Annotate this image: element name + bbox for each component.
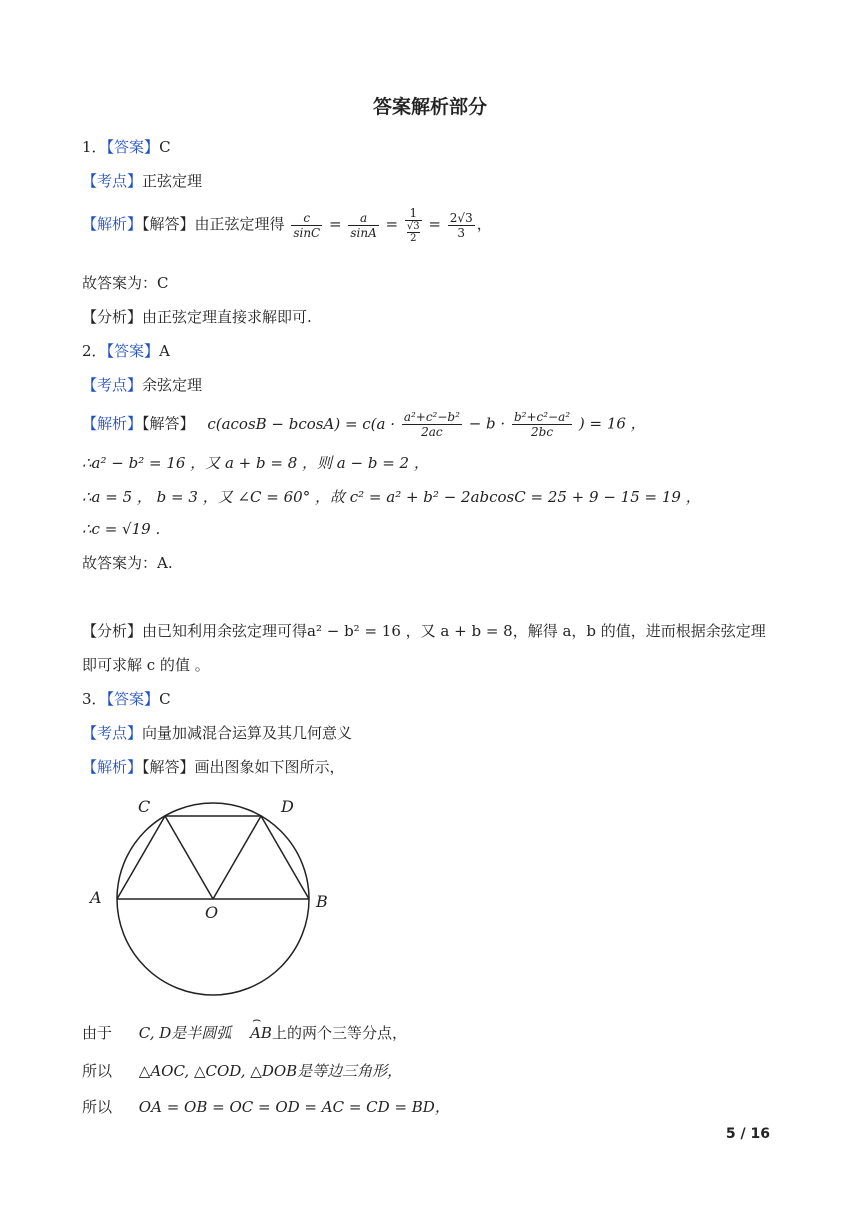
- q3-point-line: [82, 722, 352, 743]
- q2-number: 2．: [82, 342, 107, 360]
- label-a: A: [90, 888, 102, 907]
- q2-method-tag: 【分析】: [82, 622, 143, 640]
- q2-answer-line: [82, 340, 170, 361]
- q2-point: 余弦定理: [142, 376, 203, 394]
- q3-number: 3．: [82, 690, 107, 708]
- q3-point: 向量加减混合运算及其几何意义: [142, 724, 353, 742]
- q3-answer: C: [159, 690, 171, 708]
- label-b: B: [316, 892, 328, 911]
- q1-eq1: =: [329, 215, 342, 233]
- segment-co: [165, 816, 213, 899]
- q3-analysis-tag: 【解析】: [82, 758, 143, 776]
- q1-frac-a-sina: $\frac{a}{\sin A}$: [350, 210, 377, 240]
- q1-solution-tag: 【解答】: [142, 215, 195, 233]
- q2-point-tag: 【考点】: [82, 376, 143, 394]
- segment-db: [261, 816, 309, 899]
- q3-solution-line: [82, 756, 345, 777]
- q2-conclusion: 故答案为：A.: [82, 554, 173, 572]
- q1-point: 正弦定理: [142, 172, 203, 190]
- q1-method-tag: 【分析】: [82, 308, 143, 326]
- label-d: D: [281, 797, 294, 816]
- q2-line1-a: c(acosB − bcosA) = c(a ·: [207, 414, 396, 433]
- q1-method-line: [82, 306, 312, 327]
- q2-method-text1: 由已知利用余弦定理可得a² − b² = 16 ，又 a + b = 8，解得 a，b 的值，进而根据余弦定理: [142, 622, 766, 640]
- q2-frac2: $\frac{\text{b²+c²−a²}}{2bc}$: [513, 410, 571, 439]
- label-c: C: [138, 797, 151, 816]
- q2-point-line: [82, 374, 202, 395]
- q3-solution-tag: 【解答】: [142, 758, 195, 776]
- q3-point-tag: 【考点】: [82, 724, 143, 742]
- arc-ab: [250, 1012, 272, 1042]
- q1-point-line: [82, 170, 202, 191]
- q2-line1-c: ) = 16 ，: [578, 414, 646, 433]
- q1-method: 由正弦定理直接求解即可.: [142, 308, 312, 326]
- q1-eq2: =: [385, 215, 399, 233]
- q2-solution-line1: [82, 410, 646, 439]
- q2-frac1: $\frac{\text{a²+c²−b²}}{2ac}$: [403, 410, 460, 439]
- q3-line1: [82, 1012, 407, 1043]
- q1-comma: ，: [476, 215, 492, 233]
- q1-point-tag: 【考点】: [82, 172, 143, 190]
- q3-line1-c: 上的两个三等分点，: [271, 1024, 407, 1042]
- q3-line3-a: 所以: [82, 1098, 113, 1116]
- q1-frac-1-root3: 1 √3 2: [406, 206, 420, 244]
- q2-line1-b: − b ·: [468, 414, 506, 433]
- q3-line2-a: 所以: [82, 1062, 113, 1080]
- q1-frac-c-sinc: $\frac{c}{\sin C}$: [293, 210, 321, 240]
- q1-conclusion: 故答案为：C: [82, 274, 169, 292]
- q1-answer-line: [82, 136, 171, 157]
- label-o: O: [205, 903, 219, 922]
- q1-answer-tag: 【答案】: [106, 138, 160, 156]
- q2-answer: A: [159, 342, 170, 360]
- q3-line1-a: 由于: [82, 1024, 113, 1042]
- q1-analysis-tag: 【解析】: [82, 215, 143, 233]
- q2-line3: ∴a = 5 ， b = 3 ，又 ∠C = 60° ，故 c² = a² + b² − 2abcosC = 25 + 9 − 15 = 19 ，: [82, 488, 701, 506]
- q2-solution-tag: 【解答】: [142, 414, 195, 433]
- q3-line2: [82, 1060, 402, 1081]
- q2-method-line1: [82, 620, 766, 641]
- q1-answer: C: [159, 138, 171, 156]
- segment-ac: [117, 816, 165, 899]
- q1-solution-line: [82, 206, 492, 244]
- q2-method-line2: 即可求解 c 的值 。: [82, 656, 210, 674]
- page-number: 5 / 16: [725, 1126, 770, 1142]
- q2-analysis-tag: 【解析】: [82, 414, 143, 433]
- q1-solution-text: 由正弦定理得: [194, 215, 285, 233]
- q1-frac-result: $\frac{2√3}{3}$: [449, 210, 473, 240]
- q3-line3-b: OA = OB = OC = OD = AC = CD = BD，: [138, 1098, 450, 1116]
- q3-line2-b: △AOC, △COD, △DOB是等边三角形，: [138, 1062, 403, 1080]
- q3-line1-b: C, D是半圆弧: [138, 1024, 232, 1042]
- page-title: 答案解析部分: [372, 96, 487, 118]
- q2-line4: ∴c = √19 .: [82, 520, 161, 538]
- q3-line3: [82, 1096, 450, 1117]
- q1-number: 1．: [82, 138, 107, 156]
- q3-solution-text: 画出图象如下图所示，: [194, 758, 345, 776]
- q3-answer-line: [82, 688, 171, 709]
- segment-od: [213, 816, 261, 899]
- q2-line2: ∴a² − b² = 16 ，又 a + b = 8 ，则 a − b = 2 ，: [82, 454, 429, 472]
- q3-answer-tag: 【答案】: [106, 690, 160, 708]
- q1-eq3: =: [428, 215, 441, 233]
- semicircle-figure: [80, 790, 340, 1000]
- arc-ab-label: AB: [250, 1024, 272, 1042]
- arc-mark: ⌢: [252, 1012, 262, 1028]
- q2-answer-tag: 【答案】: [106, 342, 160, 360]
